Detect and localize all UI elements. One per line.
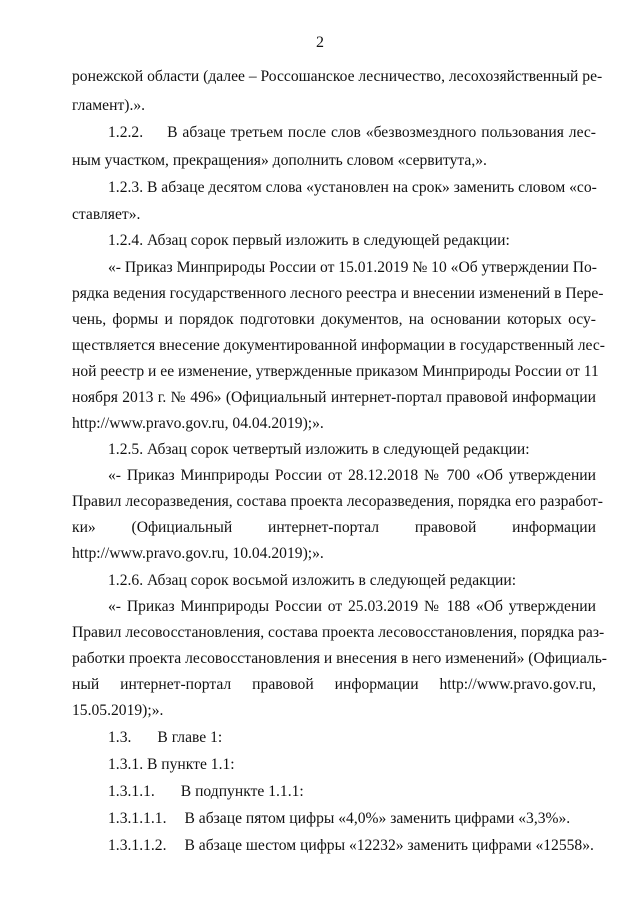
item-text: В абзаце пятом цифры «4,0%» заменить цифрами «3,3%». — [184, 810, 571, 827]
text-line: 1.2.6. Абзац сорок восьмой изложить в следующей редакции: — [108, 572, 517, 589]
item-text: В абзаце шестом цифры «12232» заменить цифрами «12558». — [184, 837, 594, 854]
item-text: В главе 1: — [157, 729, 223, 746]
text-line: 15.05.2019);». — [72, 702, 164, 719]
text-line — [108, 836, 594, 856]
text-line: работки проекта лесовосстановления и внесения в него изменений» (Официаль- — [72, 650, 607, 667]
text-line: ноября 2013 г. № 496» (Официальный интернет-портал правовой информации — [72, 389, 596, 406]
text-line — [108, 809, 570, 829]
item-text: В подпункте 1.1.1: — [180, 783, 304, 800]
text-line: ронежской области (далее – Россошанское лесничество, лесохозяйственный ре- — [72, 68, 603, 85]
text-line — [108, 123, 596, 143]
page-number: 2 — [316, 34, 324, 51]
text-line — [108, 782, 304, 802]
text-line: 1.2.4. Абзац сорок первый изложить в следующей редакции: — [108, 232, 510, 249]
item-number: 1.3.1.1.1. — [108, 810, 167, 827]
text-line: «- Приказ Минприроды России от 15.01.2019 № 10 «Об утверждении По- — [108, 259, 597, 276]
text-line: Правил лесоразведения, состава проекта лесоразведения, порядка его разработ- — [72, 493, 603, 510]
text-line: 1.2.5. Абзац сорок четвертый изложить в следующей редакции: — [108, 441, 530, 458]
text-line: «- Приказ Минприроды России от 25.03.2019 № 188 «Об утверждении — [108, 598, 596, 615]
text-line: ный интернет-портал правовой информации http://www.pravo.gov.ru, — [72, 676, 596, 693]
text-line: ставляет». — [72, 206, 141, 223]
text-line: гламент).». — [72, 97, 146, 114]
text-line: 1.2.3. В абзаце десятом слова «установлен на срок» заменить словом «со- — [108, 179, 597, 196]
text-line: рядка ведения государственного лесного реестра и внесении изменений в Пере- — [72, 285, 604, 302]
text-line: чень, формы и порядок подготовки документов, на основании которых осу- — [72, 311, 596, 328]
item-number: 1.3. — [108, 729, 132, 746]
item-number: 1.2.2. — [108, 124, 144, 141]
text-line: «- Приказ Минприроды России от 28.12.2018 № 700 «Об утверждении — [108, 467, 596, 484]
text-line — [108, 728, 222, 748]
text-line: http://www.pravo.gov.ru, 04.04.2019);». — [72, 415, 324, 432]
item-text: В абзаце третьем после слов «безвозмездного пользования лес- — [167, 124, 596, 141]
text-line: 1.3.1. В пункте 1.1: — [108, 756, 235, 773]
text-line: http://www.pravo.gov.ru, 10.04.2019);». — [72, 545, 324, 562]
text-line: ным участком, прекращения» дополнить словом «сервитута,». — [72, 152, 487, 169]
text-line: Правил лесовосстановления, состава проекта лесовосстановления, порядка раз- — [72, 624, 605, 641]
text-line: ществляется внесение документированной информации в государственный лес- — [72, 337, 605, 354]
text-line: ной реестр и ее изменение, утвержденные приказом Минприроды России от 11 — [72, 363, 599, 380]
item-number: 1.3.1.1. — [108, 783, 155, 800]
item-number: 1.3.1.1.2. — [108, 837, 167, 854]
text-line: ки» (Официальный интернет-портал правовой информации — [72, 519, 596, 536]
